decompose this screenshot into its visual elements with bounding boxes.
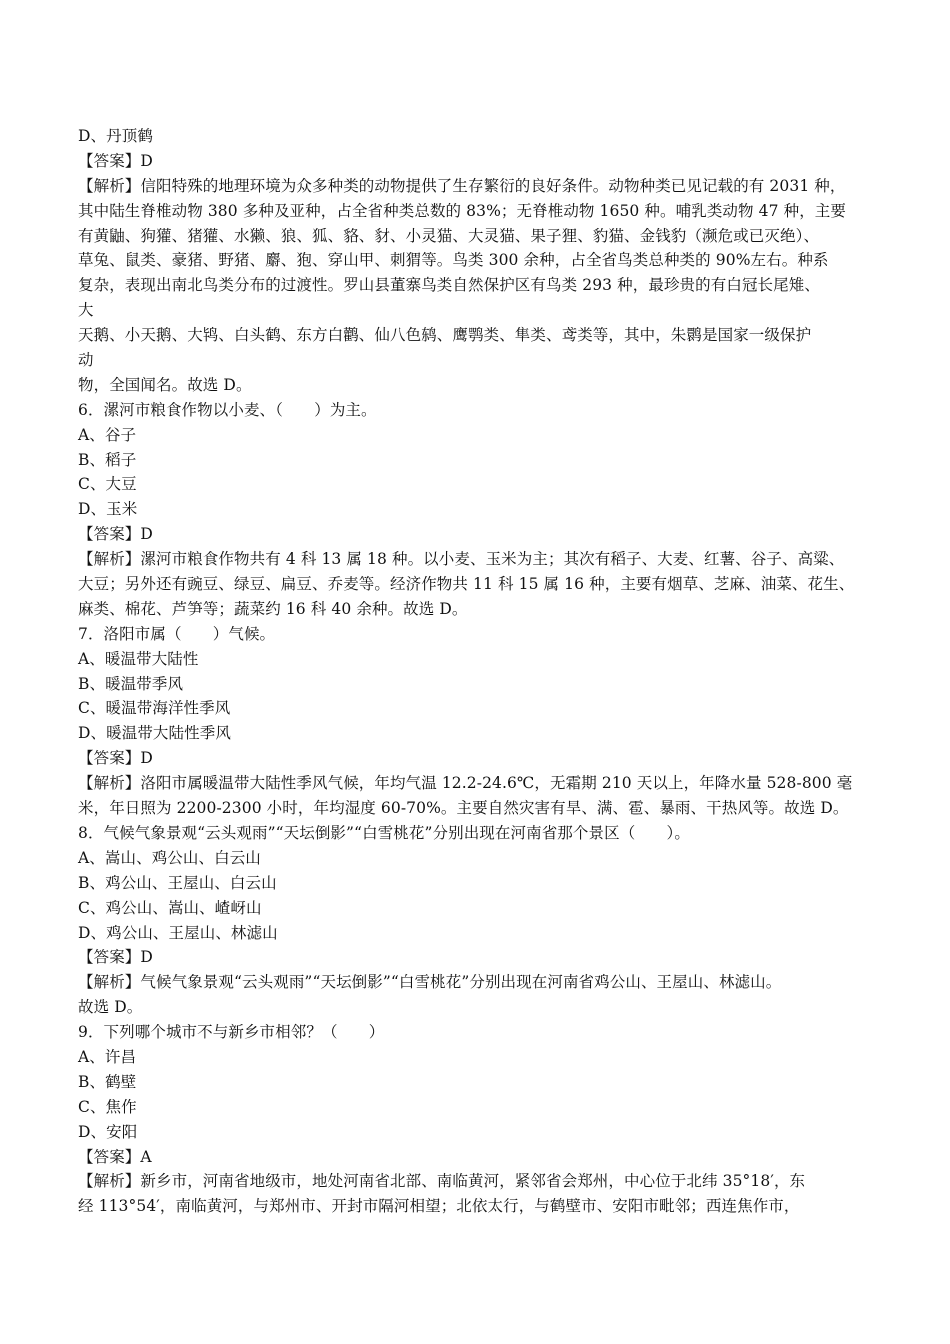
text-line: A、许昌: [78, 1047, 137, 1066]
text-line: B、稻子: [78, 450, 137, 469]
text-line: 大: [78, 301, 94, 320]
text-line: D、鸡公山、王屋山、林滤山: [78, 923, 278, 942]
text-line: C、暖温带海洋性季风: [78, 699, 231, 718]
text-line: C、鸡公山、嵩山、嵖岈山: [78, 898, 262, 917]
text-line: 大豆；另外还有豌豆、绿豆、扁豆、乔麦等。经济作物共 11 科 15 属 16 种，主要有烟草、芝麻、油菜、花生、: [78, 575, 855, 594]
text-line: D、暖温带大陆性季风: [78, 724, 231, 743]
text-line: 8．气候气象景观“云头观雨”“天坛倒影”“白雪桃花”分别出现在河南省那个景区（ ）。: [78, 823, 690, 842]
text-line: 其中陆生脊椎动物 380 多种及亚种，占全省种类总数的 83%；无脊椎动物 1650 种。哺乳类动物 47 种，主要: [78, 201, 846, 220]
text-line: 经 113°54′，南临黄河，与郑州市、开封市隔河相望；北依太行，与鹤壁市、安阳市毗邻；西连焦作市，: [78, 1197, 800, 1216]
text-line: 【解析】新乡市，河南省地级市，地处河南省北部、南临黄河，紧邻省会郑州，中心位于北纬 35°18′，东: [78, 1172, 806, 1191]
text-line: 【答案】D: [78, 151, 153, 170]
text-line: 米，年日照为 2200-2300 小时，年均湿度 60-70%。主要自然灾害有旱、满、雹、暴雨、干热风等。故选 D。: [78, 799, 849, 818]
text-line: B、鸡公山、王屋山、白云山: [78, 873, 277, 892]
text-line: 9．下列哪个城市不与新乡市相邻？（ ）: [78, 1023, 385, 1042]
text-line: B、鹤壁: [78, 1072, 137, 1091]
text-line: D、丹顶鹤: [78, 127, 153, 145]
text-line: 【解析】漯河市粮食作物共有 4 科 13 属 18 种。以小麦、玉米为主；其次有稻子、大麦、红薯、谷子、高粱、: [78, 550, 845, 569]
text-line: D、安阳: [78, 1122, 138, 1141]
text-line: 6．漯河市粮食作物以小麦、（ ）为主。: [78, 400, 377, 419]
text-line: A、谷子: [78, 425, 137, 444]
document-page: [78, 124, 878, 1219]
text-line: C、大豆: [78, 475, 137, 494]
text-line: 天鹅、小天鹅、大鸨、白头鹤、东方白鹳、仙八色鸫、鹰鹗类、隼类、鸢类等，其中，朱鹮是国家一级保护: [78, 326, 812, 345]
text-line: B、暖温带季风: [78, 674, 184, 693]
text-line: 复杂，表现出南北鸟类分布的过渡性。罗山县董寨鸟类自然保护区有鸟类 293 种，最珍贵的有白冠长尾雉、: [78, 276, 820, 295]
text-line: 【解析】信阳特殊的地理环境为众多种类的动物提供了生存繁衍的良好条件。动物种类已见记载的有 2031 种，: [78, 176, 846, 195]
text-line: 【答案】D: [78, 948, 153, 967]
text-line: A、暖温带大陆性: [78, 649, 199, 668]
text-line: C、焦作: [78, 1097, 137, 1116]
text-line: 【解析】气候气象景观“云头观雨”“天坛倒影”“白雪桃花”分别出现在河南省鸡公山、王屋山、林滤山。: [78, 973, 782, 992]
text-line: 草兔、鼠类、豪猪、野猪、麝、狍、穿山甲、刺猬等。鸟类 300 余种，占全省鸟类总种类的 90%左右。种系: [78, 251, 829, 270]
text-line: 故选 D。: [78, 998, 143, 1017]
text-line: 麻类、棉花、芦笋等；蔬菜约 16 科 40 余种。故选 D。: [78, 599, 468, 618]
text-line: 【答案】D: [78, 525, 153, 544]
text-line: 7．洛阳市属（ ）气候。: [78, 624, 276, 643]
text-line: 【答案】A: [78, 1147, 152, 1166]
text-line: 有黄鼬、狗獾、猪獾、水獭、狼、狐、貉、豺、小灵猫、大灵猫、果子狸、豹猫、金钱豹（濒危或已灭绝）、: [78, 226, 820, 245]
text-line: D、玉米: [78, 500, 138, 519]
text-line: 物，全国闻名。故选 D。: [78, 375, 252, 394]
text-line: 【解析】洛阳市属暖温带大陆性季风气候，年均气温 12.2-24.6℃，无霜期 210 天以上，年降水量 528-800 毫: [78, 774, 853, 793]
text-line: 动: [78, 351, 94, 370]
text-line: A、嵩山、鸡公山、白云山: [78, 848, 261, 867]
text-line: 【答案】D: [78, 749, 153, 768]
